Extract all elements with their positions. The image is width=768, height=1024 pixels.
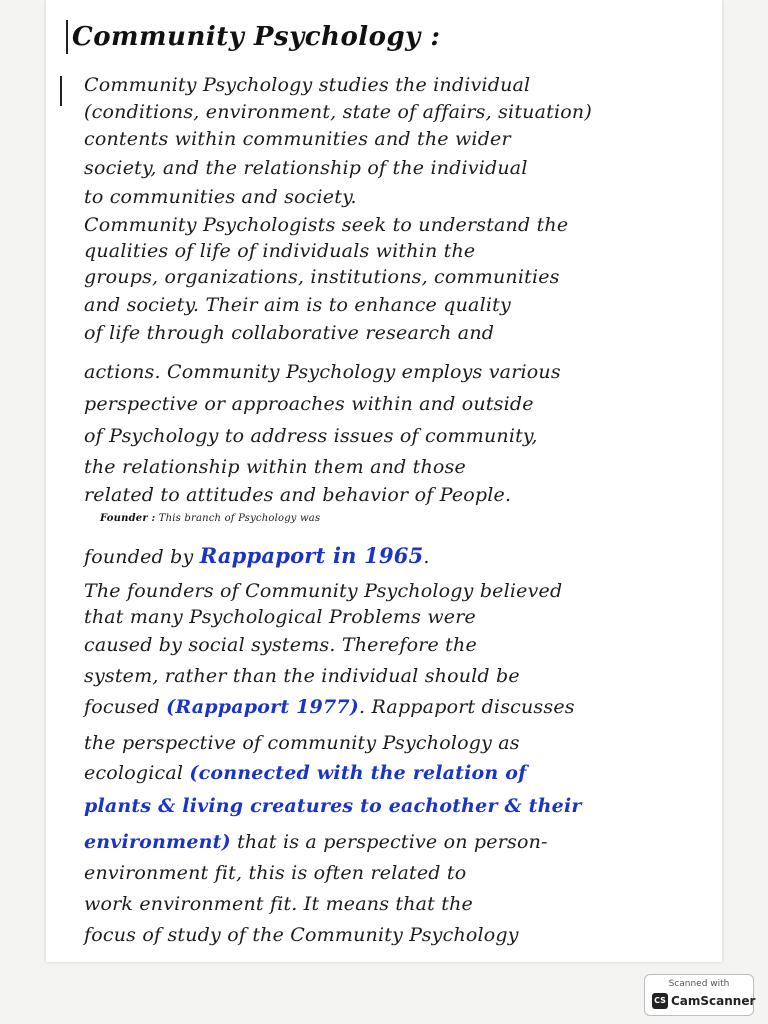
- text-line: environment fit, this is often related to: [84, 862, 467, 884]
- text-line: that many Psychological Problems were: [84, 606, 476, 628]
- text-line: qualities of life of individuals within the: [84, 240, 476, 262]
- text-fragment: that is a perspective on person-: [230, 831, 548, 853]
- margin-mark: [60, 76, 62, 106]
- margin-mark: [66, 20, 68, 54]
- text-line: perspective or approaches within and outside: [84, 393, 534, 415]
- text-line: caused by social systems. Therefore the: [84, 634, 477, 656]
- text-line: the relationship within them and those: [84, 456, 466, 478]
- text-fragment: ecological: [84, 762, 190, 784]
- founder-line-2: [84, 543, 714, 568]
- ecological-line-3: [84, 831, 714, 853]
- text-line: Community Psychology studies the individual: [84, 74, 531, 96]
- page-title: Community Psychology :: [72, 22, 441, 52]
- text-line: to communities and society.: [84, 186, 357, 208]
- text-line: Community Psychologists seek to understand the: [84, 214, 569, 236]
- founder-text: .: [423, 546, 430, 568]
- text-line: system, rather than the individual should be: [84, 665, 520, 687]
- ecological-definition: plants & living creatures to eachother & their: [84, 795, 582, 817]
- scanned-page: [46, 0, 722, 962]
- text-line: of Psychology to address issues of community,: [84, 425, 538, 447]
- ecological-line: [84, 762, 714, 784]
- text-line: and society. Their aim is to enhance quality: [84, 294, 511, 316]
- text-line: society, and the relationship of the individual: [84, 157, 528, 179]
- text-fragment: . Rappaport discusses: [359, 696, 575, 718]
- citation: (Rappaport 1977): [166, 696, 359, 718]
- camscanner-badge: [644, 974, 754, 1016]
- text-line: (conditions, environment, state of affairs, situation): [84, 101, 592, 123]
- camscanner-name: CamScanner: [671, 994, 756, 1008]
- founder-label: Founder :: [100, 513, 156, 524]
- text-line: the perspective of community Psychology as: [84, 732, 520, 754]
- ecological-definition: environment): [84, 831, 231, 853]
- ecological-definition: (connected with the relation of: [189, 762, 527, 784]
- camscanner-logo-icon: CS: [652, 993, 668, 1009]
- scanned-with-text: Scanned with: [668, 979, 730, 989]
- text-line: related to attitudes and behavior of People.: [84, 484, 512, 506]
- text-line: contents within communities and the wider: [84, 128, 511, 150]
- founder-name: Rappaport in 1965: [199, 543, 424, 568]
- text-line: The founders of Community Psychology believed: [84, 580, 563, 602]
- founder-line: [100, 513, 722, 524]
- text-line: actions. Community Psychology employs various: [84, 361, 561, 383]
- text-line: work environment fit. It means that the: [84, 893, 473, 915]
- founder-text: founded by: [84, 546, 200, 568]
- text-line: focus of study of the Community Psychology: [84, 924, 519, 946]
- text-line: groups, organizations, institutions, communities: [84, 266, 560, 288]
- citation-line: [84, 696, 714, 718]
- text-line: of life through collaborative research and: [84, 322, 495, 344]
- founder-text: This branch of Psychology was: [155, 513, 321, 524]
- text-fragment: focused: [84, 696, 167, 718]
- ecological-line-2: [84, 795, 714, 817]
